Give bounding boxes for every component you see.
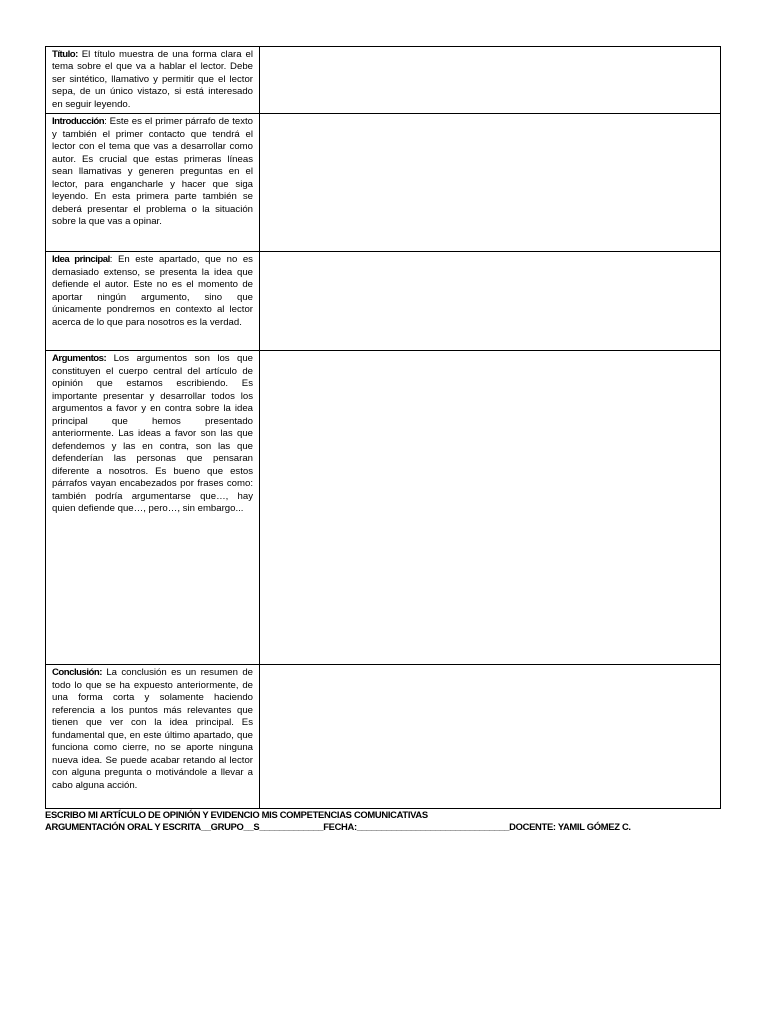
label-cell-introduccion [46,114,260,252]
answer-cell-idea-principal[interactable] [260,252,721,351]
answer-cell-conclusion[interactable] [260,665,721,809]
footer-title: ESCRIBO MI ARTÍCULO DE OPINIÓN Y EVIDENCIO MIS COMPETENCIAS COMUNICATIVAS [45,809,428,820]
label-cell-titulo [46,47,260,114]
label-cell-idea-principal [46,252,260,351]
label-cell-conclusion [46,665,260,809]
answer-cell-titulo[interactable] [260,47,721,114]
desc-introduccion: : Este es el primer párrafo de texto y también el primer contacto que tendrá el lector con el tema que vas a desarrollar como autor. Es crucial que estas primeras líneas sean llamativas y generen preguntas en el lector, para engancharle y hacer que siga leyendo. En esta primera parte también se deberá presentar el problema o la situación sobre la que vas a opinar. [52,116,253,228]
desc-idea-principal: : En este apartado, que no es demasiado extenso, se presenta la idea que defiende el autor. Este no es el momento de aportar ningún argumento, sino que únicamente pondremos en contexto al lector acerca de lo que para nosotros es la verdad. [52,254,253,328]
footer-heading [45,809,745,833]
table-row [46,114,721,252]
term-conclusion: Conclusión: [52,667,102,679]
article-structure-table [45,46,721,809]
table-row [46,665,721,809]
label-cell-argumentos [46,351,260,665]
term-idea-principal: Idea principal [52,254,110,266]
table-row [46,47,721,114]
table-row [46,351,721,665]
desc-conclusion: La conclusión es un resumen de todo lo que se ha expuesto anteriormente, de una forma corta y solamente haciendo referencia a los puntos más relevantes que tienen que ver con la idea principal. Es fundamental que, en este último apartado, que funciona como cierre, no se aporte ninguna nueva idea. Se puede acabar retando al lector con alguna pregunta o motivándole a llevar a cabo alguna acción. [52,667,253,791]
answer-cell-argumentos[interactable] [260,351,721,665]
answer-cell-introduccion[interactable] [260,114,721,252]
term-introduccion: Introducción [52,116,105,128]
term-argumentos: Argumentos: [52,353,107,365]
footer-info-line: ARGUMENTACIÓN ORAL Y ESCRITA__GRUPO__S_____________FECHA:_______________________________DOCENTE: YAMIL GÓMEZ C. [45,821,631,833]
desc-argumentos: Los argumentos son los que constituyen el cuerpo central del artículo de opinión que estamos escribiendo. Es importante presentar y desarrollar todos los argumentos a favor y en contra sobre la idea principal que hemos presentado anteriormente. Las ideas a favor son las que defendemos y las en contra, son las que defenderían las personas que pensaran diferente a nosotros. Es bueno que estos párrafos vayan encabezados por frases como: también podría argumentarse que…, hay quien defiende que…, pero…, sin embargo... [52,353,253,514]
table-row [46,252,721,351]
desc-titulo: El título muestra de una forma clara el tema sobre el que va a hablar el lector. Debe ser sintético, llamativo y permitir que el lector sepa, de un único vistazo, si está interesado en seguir leyendo. [52,49,253,110]
term-titulo: Título: [52,49,78,60]
